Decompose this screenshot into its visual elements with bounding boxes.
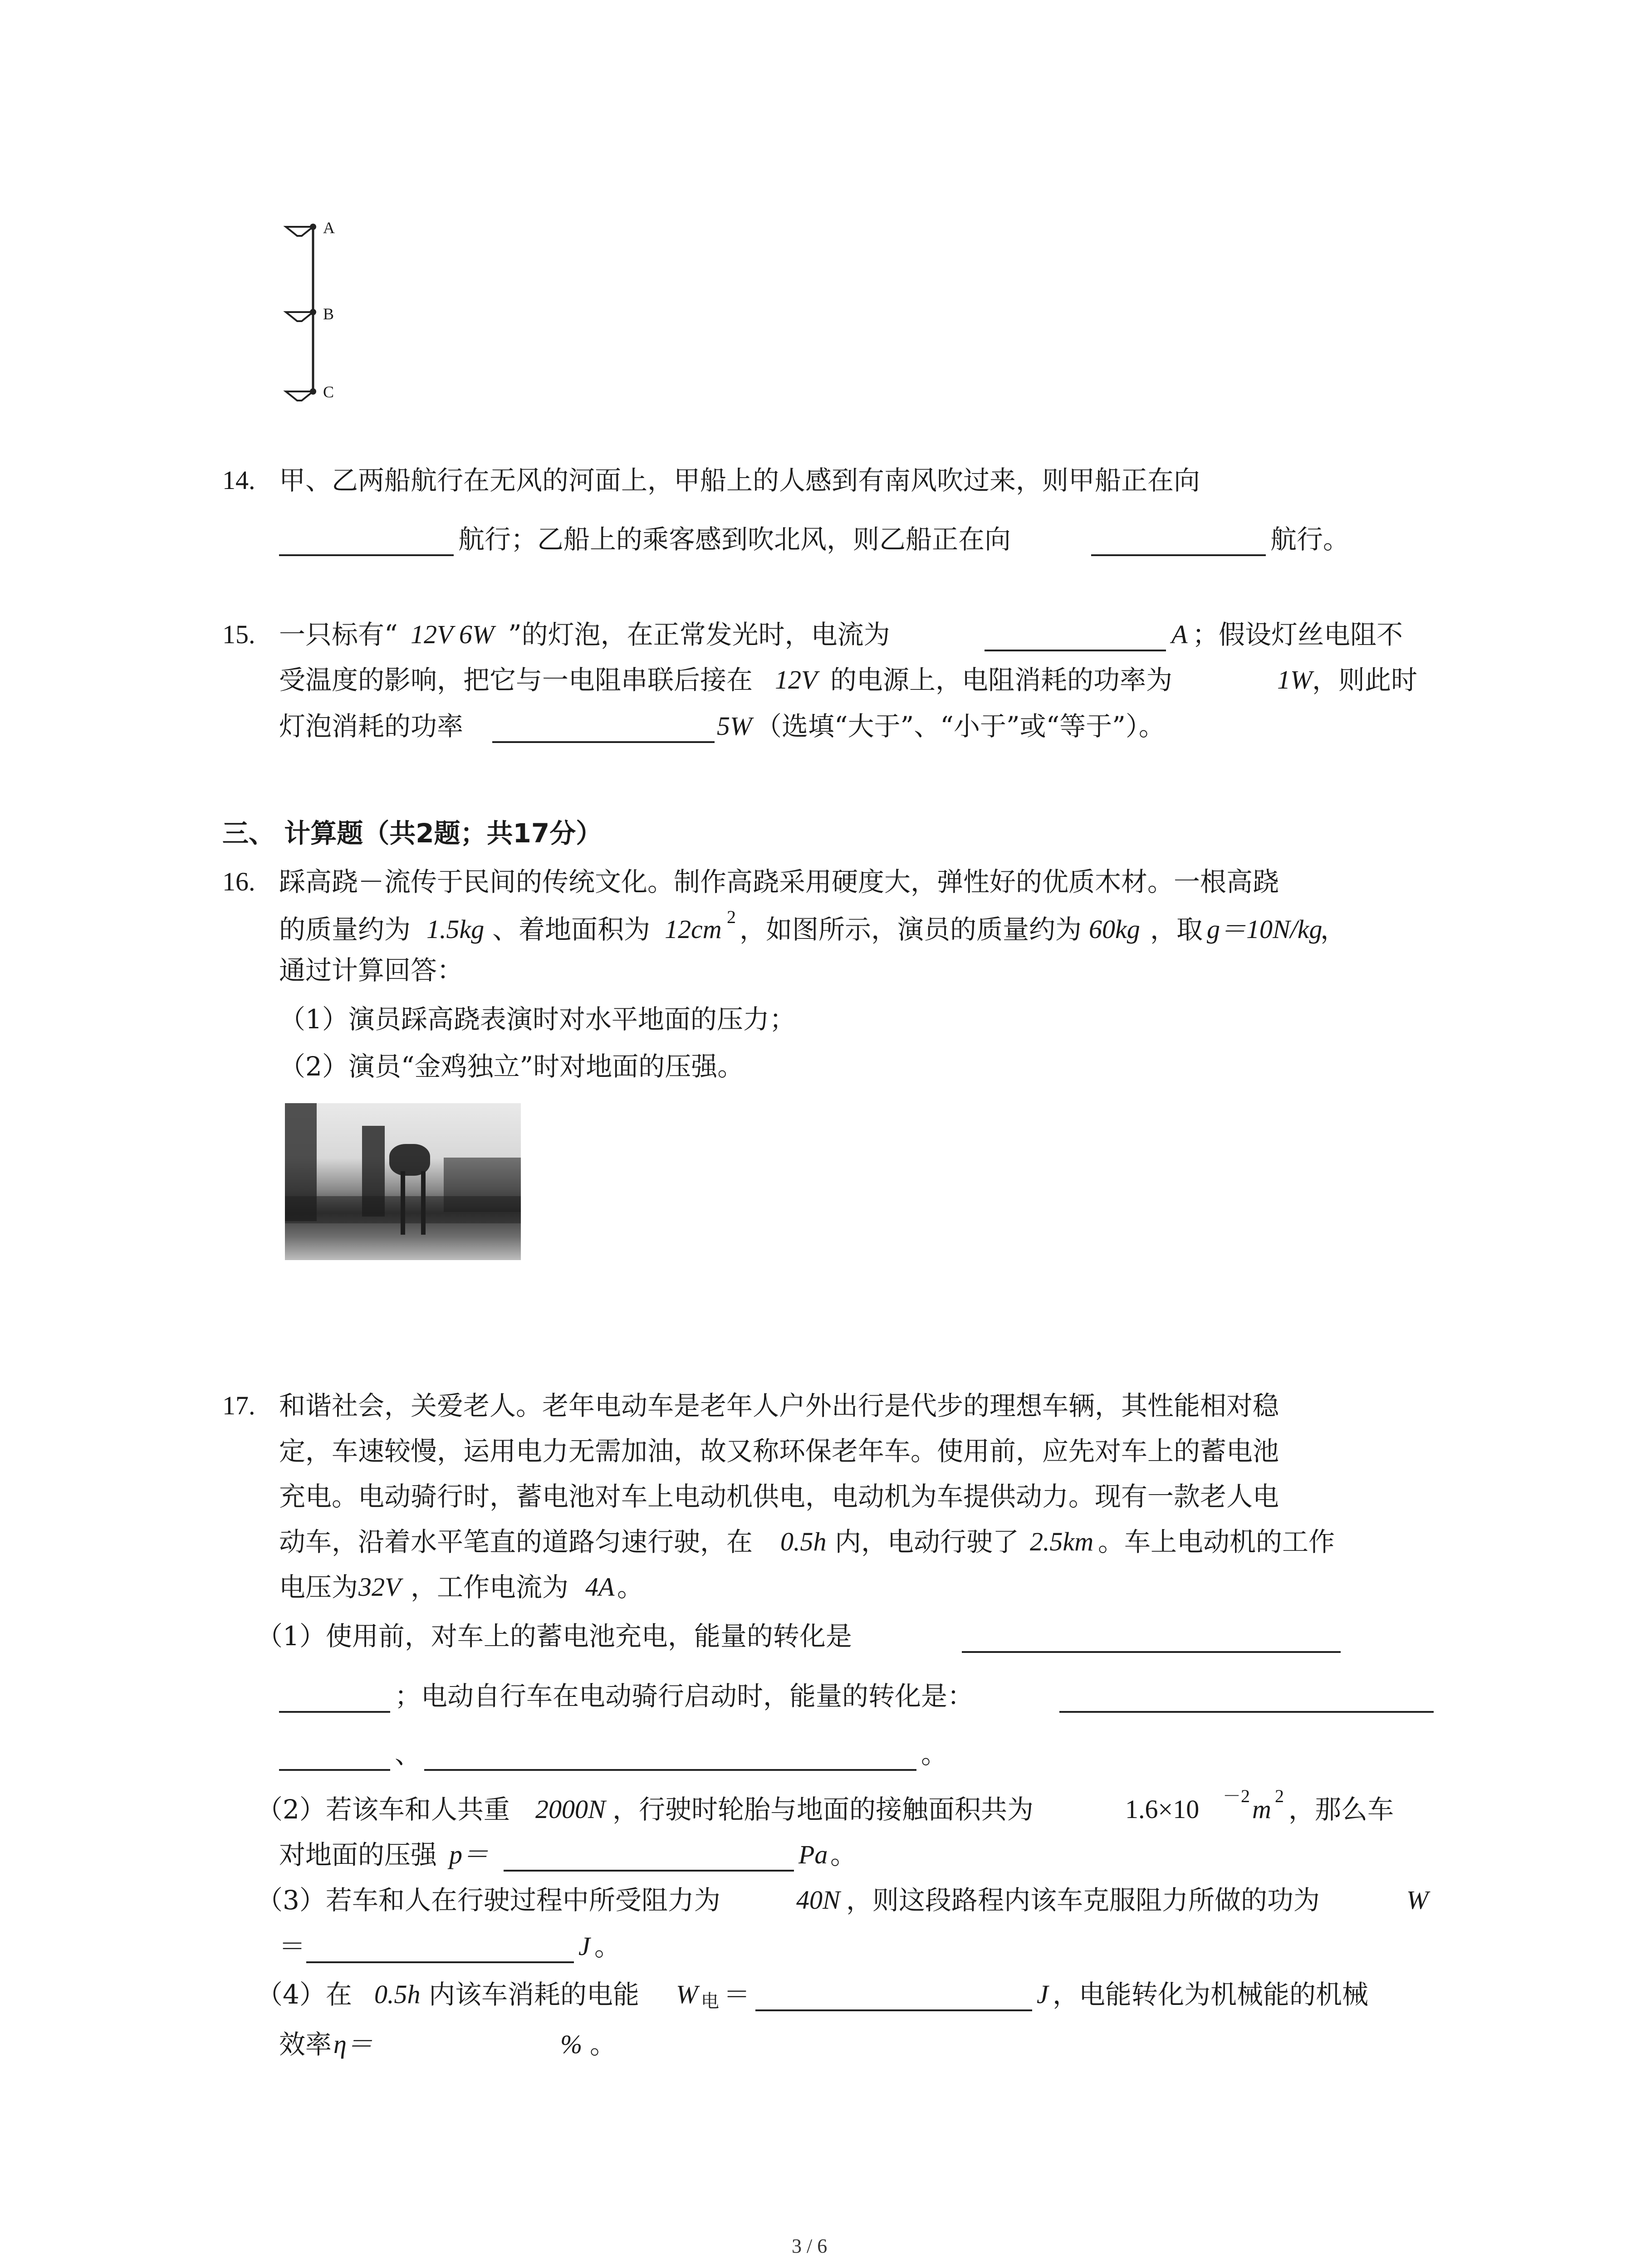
question-text: ，工作电流为 (411, 1572, 569, 1603)
question-number: 15. (222, 620, 255, 649)
rating-text: 12V 6W (411, 620, 495, 649)
question-text: 。 (617, 1572, 644, 1603)
answer-blank[interactable] (962, 1651, 1341, 1653)
symbol-text: η＝ (333, 2029, 373, 2059)
question-text: （选填“大于”、“小于”或“等于”）。 (755, 711, 1165, 742)
value-text: 60kg (1089, 914, 1140, 944)
answer-blank[interactable] (424, 1769, 916, 1771)
answer-blank[interactable] (279, 554, 454, 556)
unit-text: % (560, 2029, 583, 2059)
question-text: ，取 (1150, 914, 1203, 945)
question-text: 。车上电动机的工作 (1098, 1526, 1335, 1557)
superscript-exp: －2 (1223, 1786, 1250, 1806)
unit-text: A (1171, 620, 1188, 649)
superscript-2: 2 (727, 907, 736, 927)
question-text: ， (1320, 914, 1347, 945)
symbol-text: p＝ (449, 1840, 489, 1869)
question-text: 和谐社会，关爱老人。老年电动车是老年人户外出行是代步的理想车辆，其性能相对稳 (279, 1390, 1279, 1421)
value-text: 12cm (665, 914, 722, 944)
value-text: 1.5kg (426, 914, 485, 944)
sub-question: 。 (921, 1739, 948, 1769)
sub-question: （3）若车和人在行驶过程中所受阻力为 (256, 1885, 720, 1916)
sub-question: （1）使用前，对车上的蓄电池充电，能量的转化是 (256, 1621, 852, 1652)
unit-text: J (578, 1931, 590, 1961)
question-text: 受温度的影响，把它与一电阻串联后接在 (279, 665, 753, 695)
sub-question: ＝ (279, 1931, 306, 1962)
answer-blank[interactable] (1091, 554, 1266, 556)
question-text: 航行；乙船上的乘客感到吹北风，则乙船正在向 (458, 524, 1011, 555)
value-text: 32V (358, 1572, 401, 1602)
value-text: 0.5h (374, 1980, 421, 2009)
question-text: ，如图所示，演员的质量约为 (740, 914, 1082, 945)
question-text: ；假设灯丝电阻不 (1192, 619, 1403, 650)
sub-question: ，行驶时轮胎与地面的接触面积共为 (612, 1794, 1034, 1825)
answer-blank[interactable] (755, 2009, 1032, 2011)
question-number: 14. (222, 465, 255, 495)
page-number: 3 / 6 (792, 2235, 828, 2257)
answer-blank[interactable] (306, 1961, 574, 1963)
question-text: 内，电动行驶了 (835, 1526, 1019, 1557)
value-text: 12V (775, 665, 818, 694)
question-text: 一只标有“ (279, 619, 398, 650)
value-text: 5W (717, 711, 752, 741)
pulley-label-c: C (323, 383, 334, 401)
answer-blank[interactable] (279, 1711, 390, 1713)
sub-question: 、 (395, 1739, 421, 1769)
value-text: 2.5km (1030, 1527, 1094, 1556)
value-text: g＝10N/kg (1207, 914, 1323, 944)
question-text: ，则此时 (1312, 665, 1418, 695)
question-number: 17. (222, 1391, 255, 1420)
subscript-text: 电 (701, 1991, 719, 2012)
sub-question: （2）若该车和人共重 (256, 1794, 510, 1825)
question-text: 甲、乙两船航行在无风的河面上，甲船上的人感到有南风吹过来，则甲船正在向 (279, 465, 1200, 496)
question-text: 踩高跷－流传于民间的传统文化。制作高跷采用硬度大，弹性好的优质木材。一根高跷 (279, 866, 1279, 897)
pulley-figure (272, 213, 363, 408)
question-text: ”的灯泡，在正常发光时，电流为 (508, 619, 890, 650)
answer-blank[interactable] (1059, 1711, 1434, 1713)
question-number: 16. (222, 867, 255, 896)
value-text: 1.6×10 (1125, 1794, 1200, 1824)
sub-question: （4）在 (256, 1979, 352, 2010)
symbol-text: W (676, 1980, 698, 2009)
question-text: 灯泡消耗的功率 (279, 711, 464, 742)
answer-blank[interactable] (279, 1769, 390, 1771)
question-text: 充电。电动骑行时，蓄电池对车上电动机供电，电动机为车提供动力。现有一款老人电 (279, 1481, 1279, 1512)
question-text: 动车，沿着水平笔直的道路匀速行驶，在 (279, 1526, 753, 1557)
sub-question: 对地面的压强 (279, 1839, 437, 1870)
question-text: 通过计算回答： (279, 955, 464, 986)
sub-question: ；电动自行车在电动骑行启动时，能量的转化是： (395, 1681, 974, 1711)
stilt-performer-photo (285, 1103, 521, 1260)
sub-question: 。 (830, 1839, 857, 1870)
question-text: 电压为 (279, 1572, 358, 1603)
value-text: 4A (585, 1572, 615, 1602)
sub-question: 。 (590, 2029, 617, 2060)
symbol-text: W (1406, 1885, 1429, 1915)
section-heading: 三、 计算题（共2题；共17分） (222, 818, 603, 849)
pulley-label-a: A (323, 219, 335, 237)
answer-blank[interactable] (985, 650, 1166, 651)
sub-question: ，那么车 (1288, 1794, 1394, 1825)
sub-question: （1）演员踩高跷表演时对水平地面的压力； (279, 1004, 796, 1035)
question-text: 定，车速较慢，运用电力无需加油，故又称环保老年车。使用前，应先对车上的蓄电池 (279, 1436, 1279, 1466)
sub-question: ，则这段路程内该车克服阻力所做的功为 (846, 1885, 1320, 1916)
value-text: 40N (796, 1885, 840, 1915)
unit-text: Pa (798, 1840, 828, 1869)
sub-question: 。 (594, 1931, 621, 1962)
value-text: 0.5h (780, 1527, 827, 1556)
unit-text: J (1037, 1980, 1048, 2009)
answer-blank[interactable] (504, 1870, 794, 1872)
value-text: 1W (1277, 665, 1313, 694)
answer-blank[interactable] (492, 741, 715, 743)
sub-question: 内该车消耗的电能 (429, 1979, 640, 2010)
sub-question: ＝ (724, 1979, 750, 2010)
sub-question: ，电能转化为机械能的机械 (1053, 1979, 1369, 2010)
question-text: 的质量约为 (279, 914, 411, 945)
value-text: 2000N (535, 1794, 606, 1824)
pulley-label-b: B (323, 305, 334, 323)
question-text: 、着地面积为 (492, 914, 651, 945)
superscript-2: 2 (1275, 1786, 1284, 1806)
question-text: 的电源上，电阻消耗的功率为 (830, 665, 1173, 695)
sub-question: （2）演员“金鸡独立”时对地面的压强。 (279, 1051, 744, 1082)
question-text: 航行。 (1270, 524, 1350, 555)
sub-question: 效率 (279, 2029, 332, 2060)
unit-text: m (1252, 1794, 1271, 1824)
